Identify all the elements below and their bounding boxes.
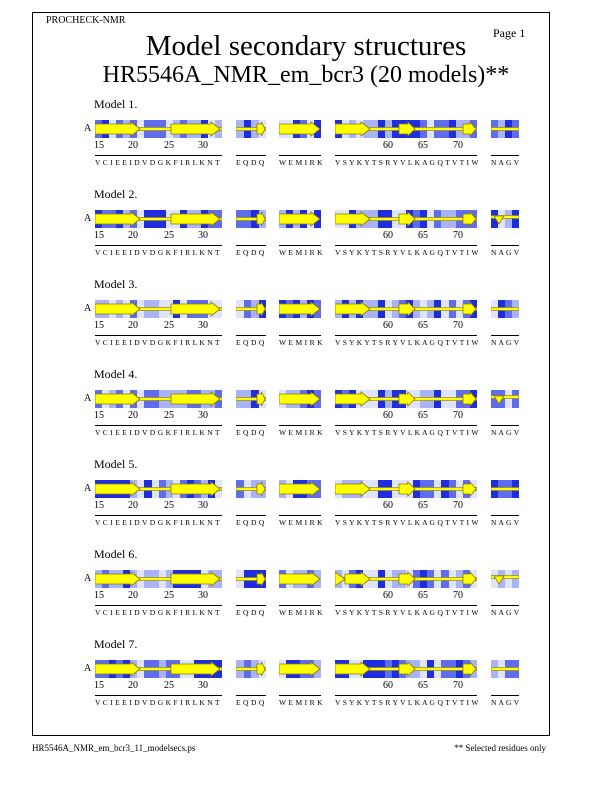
- structure-svg: [95, 300, 222, 318]
- sequence-text: E Q D Q: [236, 608, 265, 617]
- structure-svg: [335, 660, 477, 678]
- model-block: [0, 277, 612, 367]
- model-block: [0, 547, 612, 637]
- structure-svg: [95, 390, 222, 408]
- structure-track: [491, 660, 519, 678]
- sequence-text: V C I E E I D V D G K F I R L K N T: [95, 428, 220, 437]
- chain-label: A: [84, 663, 92, 674]
- model-block: [0, 367, 612, 457]
- structure-track: [491, 480, 519, 498]
- sequence-rule: [279, 425, 321, 426]
- model-block: [0, 457, 612, 547]
- model-title: Model 3.: [94, 277, 138, 291]
- sequence-rule: [491, 605, 519, 606]
- residue-tick-label: 25: [164, 320, 174, 331]
- structure-svg: [279, 660, 321, 678]
- sequence-rule: [95, 425, 222, 426]
- structure-svg: [95, 660, 222, 678]
- sequence-text: N A G V: [491, 338, 520, 347]
- footer-filename: HR5546A_NMR_em_bcr3_11_modelsecs.ps: [32, 743, 196, 753]
- structure-svg: [491, 120, 519, 138]
- structure-track: [95, 120, 222, 138]
- sequence-text: W E M I R K: [279, 248, 323, 257]
- page-title: Model secondary structures: [145, 30, 467, 62]
- residue-tick-label: 15: [94, 680, 104, 691]
- structure-track: [279, 660, 321, 678]
- structure-svg: [335, 120, 477, 138]
- sequence-text: W E M I R K: [279, 518, 323, 527]
- sequence-rule: [279, 155, 321, 156]
- sequence-text: N A G V: [491, 608, 520, 617]
- residue-tick-label: 15: [94, 590, 104, 601]
- chain-label: A: [84, 483, 92, 494]
- model-block: [0, 637, 612, 727]
- residue-tick-label: 15: [94, 410, 104, 421]
- structure-svg: [236, 570, 266, 588]
- residue-tick-label: 70: [453, 230, 463, 241]
- model-title: Model 7.: [94, 637, 138, 651]
- structure-track: [236, 300, 266, 318]
- structure-svg: [491, 390, 519, 408]
- structure-track: [236, 390, 266, 408]
- chain-label: A: [84, 123, 92, 134]
- residue-tick-label: 20: [128, 590, 138, 601]
- model-block: [0, 97, 612, 187]
- structure-svg: [491, 480, 519, 498]
- residue-tick-label: 30: [198, 590, 208, 601]
- structure-track: [236, 480, 266, 498]
- sequence-text: V C I E E I D V D G K F I R L K N T: [95, 248, 220, 257]
- structure-svg: [95, 570, 222, 588]
- residue-tick-label: 25: [164, 590, 174, 601]
- structure-svg: [335, 570, 477, 588]
- sequence-text: V S Y K Y T S R Y V L K A G Q T V T I W: [335, 248, 479, 257]
- structure-svg: [279, 570, 321, 588]
- residue-tick-label: 65: [418, 680, 428, 691]
- structure-svg: [491, 300, 519, 318]
- structure-track: [236, 660, 266, 678]
- structure-track: [236, 210, 266, 228]
- structure-track: [335, 210, 477, 228]
- residue-tick-label: 60: [383, 320, 393, 331]
- sequence-rule: [95, 605, 222, 606]
- structure-track: [95, 390, 222, 408]
- structure-track: [279, 480, 321, 498]
- structure-track: [335, 390, 477, 408]
- sequence-rule: [236, 605, 266, 606]
- sequence-rule: [335, 605, 477, 606]
- sequence-rule: [279, 605, 321, 606]
- structure-track: [95, 480, 222, 498]
- structure-track: [95, 300, 222, 318]
- structure-track: [279, 300, 321, 318]
- structure-track: [279, 210, 321, 228]
- structure-track: [491, 570, 519, 588]
- structure-track: [95, 660, 222, 678]
- residue-tick-label: 70: [453, 500, 463, 511]
- structure-svg: [491, 570, 519, 588]
- sequence-rule: [279, 515, 321, 516]
- model-block: [0, 187, 612, 277]
- structure-track: [491, 210, 519, 228]
- sequence-text: V C I E E I D V D G K F I R L K N T: [95, 158, 220, 167]
- sequence-text: E Q D Q: [236, 428, 265, 437]
- structure-svg: [95, 480, 222, 498]
- sequence-text: V C I E E I D V D G K F I R L K N T: [95, 518, 220, 527]
- structure-svg: [279, 390, 321, 408]
- structure-svg: [236, 660, 266, 678]
- structure-svg: [279, 210, 321, 228]
- structure-track: [279, 570, 321, 588]
- structure-svg: [236, 120, 266, 138]
- chain-label: A: [84, 393, 92, 404]
- sequence-rule: [335, 245, 477, 246]
- structure-svg: [491, 660, 519, 678]
- residue-tick-label: 70: [453, 410, 463, 421]
- sequence-text: V S Y K Y T S R Y V L K A G Q T V T I W: [335, 608, 479, 617]
- sequence-text: W E M I R K: [279, 428, 323, 437]
- sequence-text: V C I E E I D V D G K F I R L K N T: [95, 698, 220, 707]
- residue-tick-label: 15: [94, 140, 104, 151]
- sequence-text: V S Y K Y T S R Y V L K A G Q T V T I W: [335, 518, 479, 527]
- residue-tick-label: 25: [164, 140, 174, 151]
- residue-tick-label: 15: [94, 230, 104, 241]
- sequence-text: N A G V: [491, 428, 520, 437]
- sequence-rule: [95, 515, 222, 516]
- sequence-text: W E M I R K: [279, 158, 323, 167]
- sequence-text: V S Y K Y T S R Y V L K A G Q T V T I W: [335, 428, 479, 437]
- sequence-rule: [95, 695, 222, 696]
- model-title: Model 1.: [94, 97, 138, 111]
- residue-tick-label: 65: [418, 500, 428, 511]
- residue-tick-label: 30: [198, 500, 208, 511]
- sequence-text: E Q D Q: [236, 518, 265, 527]
- residue-tick-label: 20: [128, 680, 138, 691]
- structure-track: [335, 570, 477, 588]
- sequence-rule: [279, 245, 321, 246]
- sequence-rule: [491, 695, 519, 696]
- residue-tick-label: 60: [383, 140, 393, 151]
- structure-track: [491, 300, 519, 318]
- sequence-text: V S Y K Y T S R Y V L K A G Q T V T I W: [335, 338, 479, 347]
- sequence-text: V S Y K Y T S R Y V L K A G Q T V T I W: [335, 158, 479, 167]
- residue-tick-label: 30: [198, 230, 208, 241]
- residue-tick-label: 70: [453, 680, 463, 691]
- structure-svg: [95, 210, 222, 228]
- sequence-rule: [335, 155, 477, 156]
- page-number: Page 1: [493, 26, 526, 40]
- sequence-text: N A G V: [491, 158, 520, 167]
- structure-svg: [279, 120, 321, 138]
- structure-track: [279, 120, 321, 138]
- sequence-rule: [335, 515, 477, 516]
- residue-tick-label: 65: [418, 230, 428, 241]
- residue-tick-label: 65: [418, 140, 428, 151]
- residue-tick-label: 60: [383, 680, 393, 691]
- sequence-text: W E M I R K: [279, 698, 323, 707]
- structure-svg: [236, 210, 266, 228]
- structure-svg: [279, 480, 321, 498]
- sequence-rule: [491, 155, 519, 156]
- sequence-text: V C I E E I D V D G K F I R L K N T: [95, 338, 220, 347]
- sequence-rule: [236, 695, 266, 696]
- footer-note: ** Selected residues only: [454, 743, 546, 753]
- residue-tick-label: 65: [418, 410, 428, 421]
- sequence-rule: [236, 425, 266, 426]
- structure-svg: [236, 300, 266, 318]
- residue-tick-label: 70: [453, 590, 463, 601]
- structure-track: [279, 390, 321, 408]
- residue-tick-label: 20: [128, 140, 138, 151]
- sequence-text: V C I E E I D V D G K F I R L K N T: [95, 608, 220, 617]
- sequence-rule: [335, 425, 477, 426]
- residue-tick-label: 60: [383, 410, 393, 421]
- sequence-text: N A G V: [491, 248, 520, 257]
- program-name: PROCHECK-NMR: [46, 15, 126, 26]
- structure-track: [491, 120, 519, 138]
- residue-tick-label: 20: [128, 410, 138, 421]
- structure-svg: [335, 390, 477, 408]
- structure-track: [95, 210, 222, 228]
- structure-track: [491, 390, 519, 408]
- sequence-rule: [335, 695, 477, 696]
- structure-track: [236, 570, 266, 588]
- residue-tick-label: 25: [164, 230, 174, 241]
- structure-track: [335, 300, 477, 318]
- sequence-rule: [95, 335, 222, 336]
- sequence-rule: [236, 335, 266, 336]
- structure-svg: [491, 210, 519, 228]
- sequence-rule: [491, 425, 519, 426]
- residue-tick-label: 15: [94, 500, 104, 511]
- structure-track: [335, 120, 477, 138]
- residue-tick-label: 15: [94, 320, 104, 331]
- residue-tick-label: 25: [164, 500, 174, 511]
- sequence-text: N A G V: [491, 698, 520, 707]
- structure-svg: [236, 390, 266, 408]
- model-title: Model 2.: [94, 187, 138, 201]
- sequence-text: V S Y K Y T S R Y V L K A G Q T V T I W: [335, 698, 479, 707]
- sequence-rule: [491, 335, 519, 336]
- residue-tick-label: 60: [383, 500, 393, 511]
- sequence-rule: [491, 245, 519, 246]
- sequence-rule: [279, 335, 321, 336]
- residue-tick-label: 70: [453, 320, 463, 331]
- residue-tick-label: 20: [128, 500, 138, 511]
- sequence-text: W E M I R K: [279, 608, 323, 617]
- sequence-rule: [236, 515, 266, 516]
- sequence-text: W E M I R K: [279, 338, 323, 347]
- sequence-text: E Q D Q: [236, 698, 265, 707]
- residue-tick-label: 70: [453, 140, 463, 151]
- residue-tick-label: 30: [198, 680, 208, 691]
- structure-svg: [335, 210, 477, 228]
- sequence-rule: [491, 515, 519, 516]
- structure-track: [236, 120, 266, 138]
- chain-label: A: [84, 573, 92, 584]
- residue-tick-label: 20: [128, 230, 138, 241]
- structure-svg: [279, 300, 321, 318]
- sequence-text: N A G V: [491, 518, 520, 527]
- residue-tick-label: 65: [418, 320, 428, 331]
- structure-svg: [236, 480, 266, 498]
- chain-label: A: [84, 303, 92, 314]
- residue-tick-label: 30: [198, 410, 208, 421]
- model-title: Model 6.: [94, 547, 138, 561]
- structure-track: [335, 660, 477, 678]
- structure-svg: [335, 480, 477, 498]
- chain-label: A: [84, 213, 92, 224]
- model-title: Model 4.: [94, 367, 138, 381]
- sequence-text: E Q D Q: [236, 248, 265, 257]
- sequence-text: E Q D Q: [236, 158, 265, 167]
- sequence-rule: [335, 335, 477, 336]
- structure-svg: [95, 120, 222, 138]
- model-title: Model 5.: [94, 457, 138, 471]
- sequence-rule: [95, 245, 222, 246]
- sequence-rule: [236, 245, 266, 246]
- structure-track: [335, 480, 477, 498]
- residue-tick-label: 25: [164, 680, 174, 691]
- sequence-text: E Q D Q: [236, 338, 265, 347]
- residue-tick-label: 25: [164, 410, 174, 421]
- residue-tick-label: 20: [128, 320, 138, 331]
- residue-tick-label: 30: [198, 140, 208, 151]
- page-subtitle: HR5546A_NMR_em_bcr3 (20 models)**: [102, 62, 510, 88]
- sequence-rule: [279, 695, 321, 696]
- residue-tick-label: 65: [418, 590, 428, 601]
- sequence-rule: [95, 155, 222, 156]
- structure-track: [95, 570, 222, 588]
- structure-svg: [335, 300, 477, 318]
- residue-tick-label: 60: [383, 230, 393, 241]
- residue-tick-label: 60: [383, 590, 393, 601]
- residue-tick-label: 30: [198, 320, 208, 331]
- sequence-rule: [236, 155, 266, 156]
